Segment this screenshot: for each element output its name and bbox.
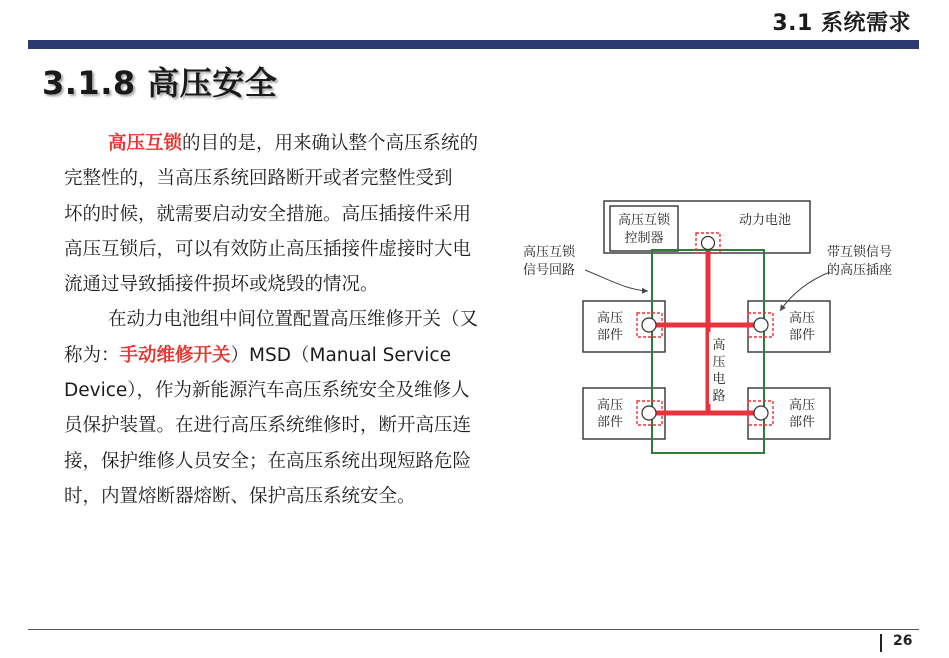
component-br-label-2: 部件	[788, 415, 816, 430]
body-text	[64, 126, 504, 514]
highlight-manual-service-switch: 手动维修开关	[119, 344, 231, 366]
component-tl-label-1: 高压	[596, 311, 624, 326]
circuit-char-3: 电	[712, 372, 726, 387]
footer-separator	[880, 634, 882, 652]
paragraph-1-line-1: 高压互锁的目的是，用来确认整个高压系统的	[108, 133, 479, 154]
component-tr-label-2: 部件	[788, 328, 816, 343]
hv-circuit-lines	[653, 242, 762, 413]
paragraph-1-line-4: 高压互锁后，可以有效防止高压插接件虚接时大电	[64, 238, 472, 260]
component-tl-label-2: 部件	[596, 328, 624, 343]
paragraph-1-line-3: 坏的时候，就需要启动安全措施。高压插接件采用	[64, 203, 472, 225]
highlight-hv-interlock: 高压互锁	[108, 133, 183, 154]
section-title: 3.1.8 高压安全	[42, 64, 278, 102]
signal-loop-label-2: 信号回路	[523, 263, 576, 278]
paragraph-1-line-2: 完整性的，当高压系统回路断开或者完整性受到	[64, 168, 453, 190]
paragraph-2-line-5: 接，保护维修人员安全；在高压系统出现短路危险	[64, 450, 472, 472]
paragraph-1-line-5: 流通过导致插接件损坏或烧毁的情况。	[64, 274, 379, 296]
paragraph-2-line-4: 员保护装置。在进行高压系统维修时，断开高压连	[64, 415, 472, 437]
page-number: 26	[893, 633, 913, 649]
socket-label-1: 带互锁信号	[827, 245, 893, 260]
paragraph-2-line-1: 在动力电池组中间位置配置高压维修开关（又	[108, 309, 479, 331]
component-bl-label-2: 部件	[596, 415, 624, 430]
controller-label-1: 高压互锁	[617, 213, 671, 228]
circuit-char-2: 压	[712, 355, 726, 370]
circuit-char-1: 高	[712, 338, 726, 353]
header-title: 3.1 系统需求	[772, 11, 911, 36]
paragraph-2-line-2: 称为：手动维修开关）MSD（Manual Service	[64, 344, 451, 366]
footer-line	[28, 629, 919, 630]
paragraph-2-line-3: Device），作为新能源汽车高压系统安全及维修人	[64, 380, 470, 402]
component-tr-label-1: 高压	[788, 311, 816, 326]
header-bar	[28, 40, 919, 49]
circuit-char-4: 路	[712, 389, 726, 404]
controller-label-2: 控制器	[624, 231, 664, 246]
battery-label: 动力电池	[738, 213, 792, 228]
component-br-label-1: 高压	[788, 398, 816, 413]
signal-loop-leader	[585, 270, 648, 291]
hv-interlock-diagram	[515, 192, 915, 472]
paragraph-2-line-6: 时，内置熔断器熔断、保护高压系统安全。	[64, 485, 416, 507]
component-bl-label-1: 高压	[596, 398, 624, 413]
signal-loop-label-1: 高压互锁	[523, 245, 576, 260]
socket-label-2: 的高压插座	[827, 263, 893, 278]
